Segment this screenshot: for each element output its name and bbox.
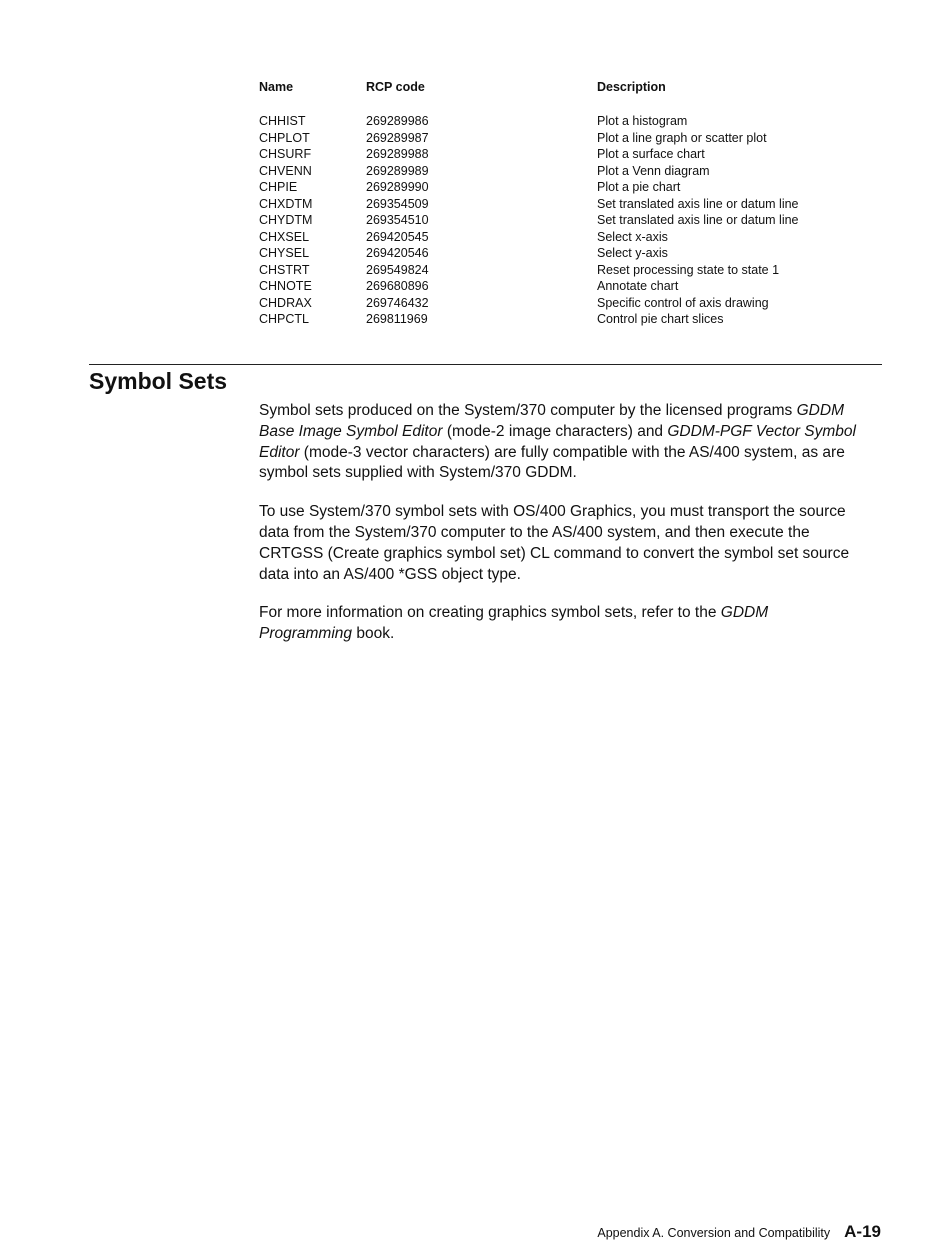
cell-description: Control pie chart slices	[597, 312, 724, 326]
cell-code: 269420545	[366, 229, 429, 244]
paragraph-3	[259, 603, 859, 645]
table-header-row	[259, 80, 887, 98]
cell-code: 269811969	[366, 312, 428, 326]
cell-description: Select y-axis	[597, 246, 668, 260]
table-row	[259, 113, 887, 130]
cell-name: CHHIST	[259, 114, 306, 128]
table-row	[259, 196, 887, 213]
cell-code: 269289987	[366, 130, 429, 145]
cell-name: CHDRAX	[259, 295, 312, 310]
cell-name: CHPCTL	[259, 312, 310, 326]
p1-text-2: (mode-2 image characters) and	[442, 422, 668, 440]
cell-code: 269746432	[366, 295, 429, 310]
page-number: A-19	[844, 1222, 881, 1241]
cell-name: CHXDTM	[259, 196, 313, 211]
cell-code: 269420546	[366, 246, 429, 260]
header-name: Name	[259, 80, 294, 94]
p1-title-image-editor: GDDM Base Image Symbol Editor	[259, 402, 844, 440]
cell-code: 269289990	[366, 180, 429, 194]
footer-text: Appendix A. Conversion and Compatibility	[597, 1226, 831, 1240]
p3-text-1: For more information on creating graphics symbol sets, refer to the	[259, 604, 721, 622]
p3-text-2: book.	[352, 625, 395, 643]
cell-code: 269354509	[366, 196, 429, 211]
page-footer	[597, 1222, 881, 1242]
cell-description: Plot a histogram	[597, 114, 688, 128]
section-title: Symbol Sets	[89, 368, 228, 394]
cell-description: Set translated axis line or datum line	[597, 213, 799, 227]
section-body	[259, 401, 859, 663]
rcp-code-table	[259, 80, 887, 328]
cell-name: CHNOTE	[259, 279, 312, 293]
cell-code: 269289986	[366, 114, 429, 128]
cell-code: 269289989	[366, 163, 429, 178]
cell-description: Plot a surface chart	[597, 147, 705, 161]
cell-name: CHSTRT	[259, 262, 310, 277]
table-row	[259, 278, 887, 295]
p3-book-title: GDDM Programming	[259, 604, 769, 643]
table-row	[259, 179, 887, 196]
cell-code: 269680896	[366, 279, 429, 293]
cell-code: 269354510	[366, 213, 429, 227]
cell-description: Set translated axis line or datum line	[597, 196, 799, 211]
cell-description: Annotate chart	[597, 279, 679, 293]
table-row	[259, 163, 887, 180]
cell-description: Reset processing state to state 1	[597, 262, 780, 277]
cell-name: CHYDTM	[259, 213, 313, 227]
p1-title-vector-editor: GDDM-PGF Vector Symbol Editor	[259, 422, 856, 461]
cell-name: CHPIE	[259, 180, 298, 194]
cell-name: CHSURF	[259, 147, 312, 161]
table-row	[259, 229, 887, 246]
p1-text-3: (mode-3 vector characters) are fully compatible with the AS/400 system, as are symbol sets supplied with System/370 GDDM.	[259, 443, 845, 482]
cell-description: Plot a pie chart	[597, 180, 681, 194]
table-row	[259, 262, 887, 279]
cell-name: CHYSEL	[259, 246, 310, 260]
cell-description: Plot a line graph or scatter plot	[597, 130, 767, 145]
cell-description: Select x-axis	[597, 229, 668, 244]
cell-name: CHXSEL	[259, 229, 310, 244]
header-rcp-code: RCP code	[366, 80, 425, 94]
header-description: Description	[597, 80, 666, 94]
table-row	[259, 295, 887, 312]
cell-name: CHPLOT	[259, 130, 310, 145]
paragraph-1	[259, 401, 859, 484]
cell-description: Specific control of axis drawing	[597, 295, 769, 310]
cell-name: CHVENN	[259, 163, 312, 178]
paragraph-2: To use System/370 symbol sets with OS/400 Graphics, you must transport the source data from the System/370 computer to the AS/400 system, and then execute the CRTGSS (Create graphics symbol set) CL command to convert the symbol set source data into an AS/400 *GSS object type.	[259, 503, 850, 583]
cell-description: Plot a Venn diagram	[597, 163, 710, 178]
table-row	[259, 245, 887, 262]
cell-code: 269549824	[366, 262, 429, 277]
table-row	[259, 311, 887, 328]
section-divider	[89, 364, 882, 365]
table-row	[259, 130, 887, 147]
table-row	[259, 212, 887, 229]
cell-code: 269289988	[366, 147, 429, 161]
table-row	[259, 146, 887, 163]
p1-text-1: Symbol sets produced on the System/370 computer by the licensed programs	[259, 402, 797, 419]
